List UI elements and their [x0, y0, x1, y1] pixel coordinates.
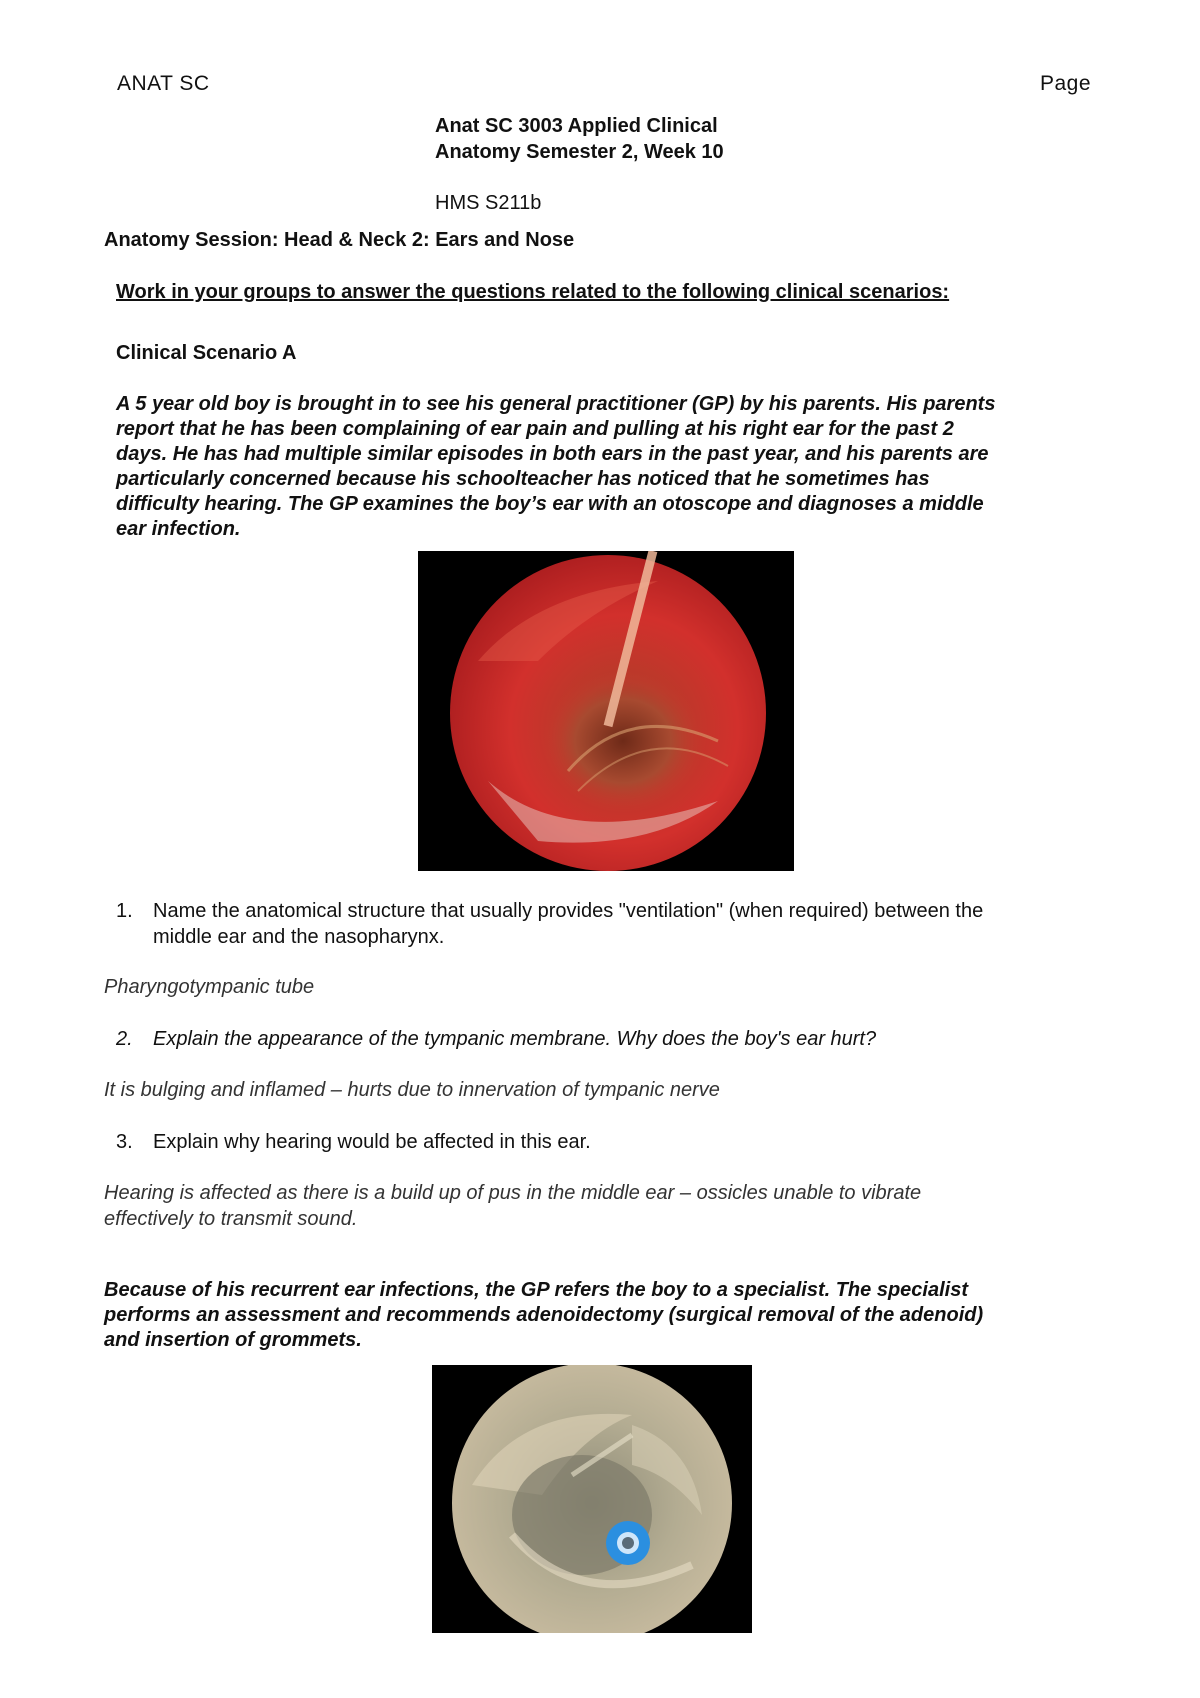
question-2 — [116, 1026, 1116, 1052]
room-label: HMS S211b — [435, 192, 542, 214]
question-line: Name the anatomical structure that usually provides "ventilation" (when required) between the — [153, 900, 984, 922]
question-number: 2. — [116, 1028, 133, 1050]
header-right: Page — [1040, 72, 1092, 95]
intro-line: particularly concerned because his schoolteacher has noticed that he sometimes has — [116, 468, 930, 490]
question-1 — [116, 898, 1116, 950]
question-line: middle ear and the nasopharynx. — [153, 926, 445, 948]
intro-line: ear infection. — [116, 518, 241, 540]
followup-line: Because of his recurrent ear infections, the GP refers the boy to a specialist. The specialist — [104, 1279, 968, 1301]
question-number: 3. — [116, 1131, 133, 1153]
answer-1: Pharyngotympanic tube — [104, 976, 315, 998]
header-left: ANAT SC — [117, 72, 210, 95]
intro-line: report that he has been complaining of ear pain and pulling at his right ear for the past 2 — [116, 418, 954, 440]
inflamed-membrane-illustration — [418, 551, 794, 871]
grommet-illustration — [432, 1365, 752, 1633]
otoscope-grommet-image — [432, 1365, 752, 1633]
followup-paragraph — [104, 1278, 1114, 1353]
otoscope-inflamed-image — [418, 551, 794, 871]
answer-3 — [104, 1180, 1114, 1232]
question-line: Explain the appearance of the tympanic membrane. Why does the boy's ear hurt? — [153, 1028, 877, 1050]
followup-line: and insertion of grommets. — [104, 1329, 362, 1351]
scenario-heading: Clinical Scenario A — [116, 342, 297, 364]
title-line-1: Anat SC 3003 Applied Clinical — [435, 115, 718, 137]
document-title — [435, 113, 724, 165]
question-3 — [116, 1129, 1116, 1155]
answer-line: effectively to transmit sound. — [104, 1208, 358, 1230]
instruction-text: Work in your groups to answer the questions related to the following clinical scenarios: — [116, 281, 950, 303]
intro-line: difficulty hearing. The GP examines the boy’s ear with an otoscope and diagnoses a middle — [116, 493, 984, 515]
followup-line: performs an assessment and recommends adenoidectomy (surgical removal of the adenoid) — [104, 1304, 984, 1326]
question-line: Explain why hearing would be affected in this ear. — [153, 1131, 591, 1153]
scenario-intro — [116, 392, 1116, 542]
intro-line: A 5 year old boy is brought in to see his general practitioner (GP) by his parents. His parents — [116, 393, 996, 415]
intro-line: days. He has had multiple similar episodes in both ears in the past year, and his parents are — [116, 443, 989, 465]
answer-line: Hearing is affected as there is a build up of pus in the middle ear – ossicles unable to vibrate — [104, 1182, 922, 1204]
question-number: 1. — [116, 900, 133, 922]
session-heading: Anatomy Session: Head & Neck 2: Ears and Nose — [104, 229, 575, 251]
answer-2: It is bulging and inflamed – hurts due to innervation of tympanic nerve — [104, 1079, 720, 1101]
title-line-2: Anatomy Semester 2, Week 10 — [435, 141, 724, 163]
